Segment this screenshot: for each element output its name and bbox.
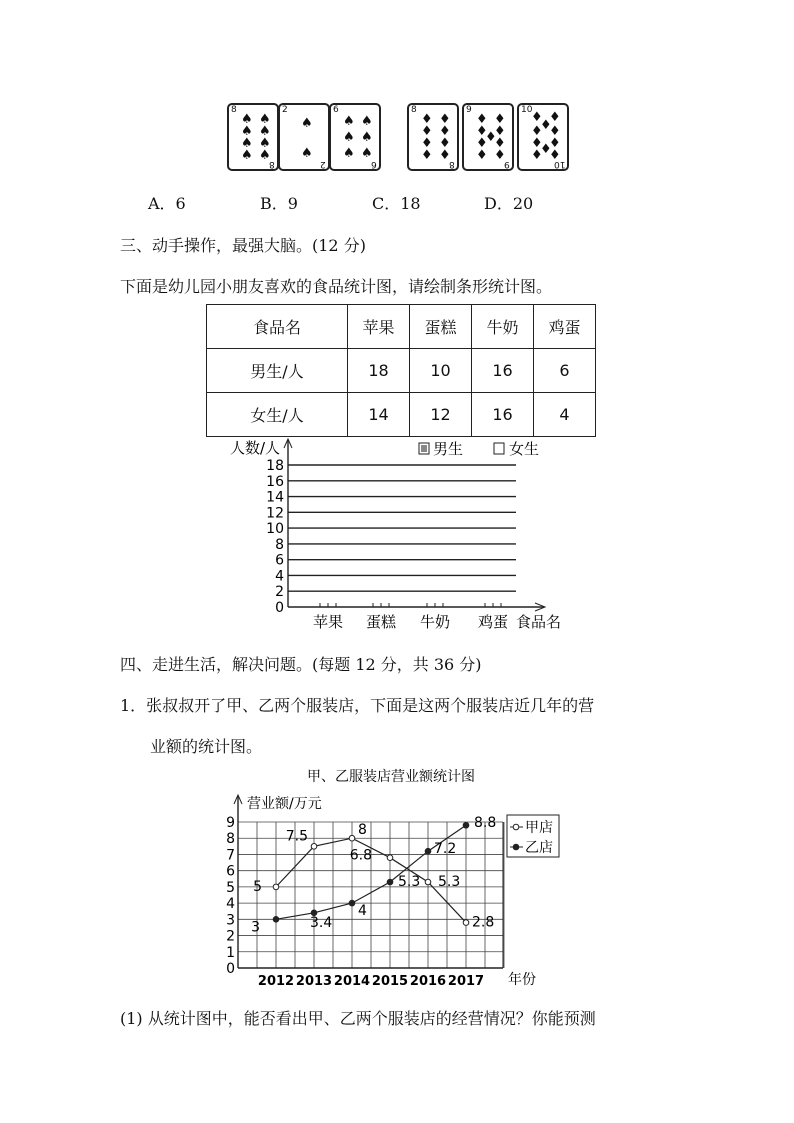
x-tick-label: 2014 [333,974,371,989]
table-cell: 18 [348,349,410,393]
card-suit-pip: ♠ [361,114,373,129]
x-tick-label: 2016 [409,974,447,989]
card-suit-pip: ♠ [241,148,253,163]
card-suit-pip: ♦ [494,136,506,151]
x-tick-label: 2017 [447,974,485,989]
data-label: 7.5 [285,828,308,845]
option-a: A．6 [148,194,186,213]
data-label: 7.2 [434,841,457,858]
legend-label-yi: 乙店 [525,840,553,856]
section3-heading: 三、动手操作，最强大脑。(12 分) [120,236,366,255]
card-suit-pip: ♦ [549,136,561,151]
table-cell: 12 [410,393,472,437]
data-label: 5 [253,878,262,895]
food-stat-table [206,304,596,437]
bar-chart-xlabel: 食品名 [516,613,562,631]
bar-chart-ylabel: 人数/人 [230,439,281,457]
y-tick-label: 6 [226,863,235,880]
table-cell: 男生/人 [207,349,348,393]
legend-marker-jia [513,824,519,830]
card-suit-pip: ♠ [301,146,313,161]
card-suit-pip: ♠ [259,136,271,151]
y-tick-label: 5 [226,879,235,896]
card-suit-pip: ♦ [540,118,552,133]
data-label: 2.8 [472,914,495,931]
data-label: 6.8 [349,847,372,864]
card-suit-pip: ♦ [476,148,488,163]
y-tick-label: 3 [226,912,235,929]
y-tick-label: 2 [275,584,284,601]
card-rank-bottom: 2 [320,159,326,169]
table-cell: 牛奶 [472,305,534,349]
card-suit-pip: ♦ [540,142,552,157]
category-label: 苹果 [312,613,344,631]
table-cell: 16 [472,349,534,393]
table-cell: 6 [534,349,596,393]
y-tick-label: 0 [226,961,235,977]
q1-subquestion-1: (1) 从统计图中，能否看出甲、乙两个服装店的经营情况？你能预测 [120,1009,596,1028]
card-suit-pip: ♠ [343,130,355,145]
y-tick-label: 8 [275,536,284,553]
card-suit-pip: ♦ [531,110,543,125]
y-tick-label: 10 [266,521,284,538]
table-row [207,349,596,393]
option-d: D．20 [484,194,534,213]
card-suit-pip: ♦ [531,148,543,163]
y-tick-label: 12 [266,505,284,522]
card-suit-pip: ♠ [343,146,355,161]
card-suit-pip: ♦ [439,124,451,139]
card-rank-bottom: 8 [449,159,455,169]
table-row [207,393,596,437]
data-label: 5.3 [398,874,421,891]
card-rank: 10 [521,105,533,115]
card-suit-pip: ♦ [421,136,433,151]
card-rank-bottom: 6 [371,159,377,169]
card-suit-pip: ♠ [241,124,253,139]
category-label: 蛋糕 [365,613,397,631]
card-suit-pip: ♦ [494,112,506,127]
line-chart-xlabel: 年份 [508,972,536,988]
card-rank: 2 [282,105,288,115]
card-suit-pip: ♦ [494,124,506,139]
y-tick-label: 6 [275,552,284,569]
table-cell: 10 [410,349,472,393]
y-tick-label: 4 [275,568,284,585]
playing-card [462,103,514,171]
card-rank-bottom: 9 [504,159,510,169]
table-cell: 16 [472,393,534,437]
data-point [463,920,469,926]
q1-text-line1: 1．张叔叔开了甲、乙两个服装店，下面是这两个服装店近几年的营 [120,696,595,715]
card-rank-bottom: 10 [553,159,565,169]
y-tick-label: 14 [266,489,284,506]
data-point [463,822,469,828]
legend-marker-yi [513,844,519,850]
card-suit-pip: ♦ [531,136,543,151]
option-c: C．18 [372,194,421,213]
card-suit-pip: ♦ [439,136,451,151]
y-tick-label: 1 [226,944,235,961]
data-point [349,900,355,906]
line-chart-title: 甲、乙服装店营业额统计图 [307,769,475,785]
option-b: B．9 [260,194,298,213]
card-rank: 6 [333,105,339,115]
y-tick-label: 4 [226,896,235,913]
y-tick-label: 0 [275,600,284,616]
section3-instruction: 下面是幼儿园小朋友喜欢的食品统计图，请绘制条形统计图。 [120,277,553,296]
section4-heading: 四、走进生活，解决问题。(每题 12 分，共 36 分) [120,655,482,674]
card-suit-pip: ♦ [421,148,433,163]
card-rank-bottom: 8 [269,159,275,169]
data-label: 3.4 [310,914,333,931]
category-label: 牛奶 [419,613,451,631]
line-chart [220,764,560,994]
legend-label-girls: 女生 [509,440,540,458]
table-cell: 女生/人 [207,393,348,437]
line-chart-legend [507,815,559,857]
card-suit-pip: ♦ [549,110,561,125]
card-suit-pip: ♠ [259,112,271,127]
card-suit-pip: ♦ [549,148,561,163]
card-suit-pip: ♠ [241,112,253,127]
data-label: 4 [358,903,367,920]
data-label: 8.8 [474,815,497,832]
x-tick-label: 2015 [371,974,409,989]
card-suit-pip: ♦ [421,112,433,127]
card-suit-pip: ♠ [259,148,271,163]
y-tick-label: 8 [226,831,235,848]
bar-chart-legend [419,440,539,458]
card-suit-pip: ♦ [485,130,497,145]
y-tick-label: 16 [266,473,284,490]
legend-label-boys: 男生 [433,440,464,458]
data-point [349,835,355,841]
card-rank: 8 [231,105,237,115]
data-label: 3 [251,919,260,936]
data-point [273,917,279,923]
table-cell: 4 [534,393,596,437]
card-suit-pip: ♦ [439,112,451,127]
card-suit-pip: ♠ [361,146,373,161]
x-tick-label: 2012 [257,974,295,989]
card-suit-pip: ♦ [476,136,488,151]
playing-card [227,103,279,171]
data-point [273,884,279,890]
x-tick-label: 2013 [295,974,333,989]
card-suit-pip: ♠ [301,116,313,131]
data-point [425,879,431,885]
category-label: 鸡蛋 [477,613,509,631]
card-suit-pip: ♠ [343,114,355,129]
playing-card [517,103,569,171]
q1-text-line2: 业额的统计图。 [150,737,263,756]
table-cell: 食品名 [207,305,348,349]
line-chart-ylabel: 营业额/万元 [247,796,322,812]
table-cell: 蛋糕 [410,305,472,349]
data-point [311,844,317,850]
data-point [425,848,431,854]
card-suit-pip: ♦ [476,124,488,139]
table-cell: 苹果 [348,305,410,349]
card-suit-pip: ♦ [421,124,433,139]
card-suit-pip: ♦ [549,124,561,139]
y-tick-label: 18 [266,458,284,474]
legend-swatch-girls [494,443,504,454]
table-cell: 鸡蛋 [534,305,596,349]
bar-chart [200,432,580,634]
data-point [387,879,393,885]
card-suit-pip: ♦ [531,124,543,139]
y-tick-label: 7 [226,847,235,864]
card-rank: 9 [466,105,472,115]
y-tick-label: 2 [226,928,235,945]
data-label: 8 [358,822,367,839]
card-suit-pip: ♠ [259,124,271,139]
legend-label-jia: 甲店 [525,820,553,836]
playing-card [278,103,330,171]
playing-card [329,103,381,171]
card-suit-pip: ♠ [361,130,373,145]
card-suit-pip: ♦ [476,112,488,127]
y-tick-label: 9 [226,815,235,831]
table-cell: 14 [348,393,410,437]
card-rank: 8 [411,105,417,115]
table-header-row [207,305,596,349]
card-suit-pip: ♦ [439,148,451,163]
data-label: 5.3 [438,874,461,891]
legend-swatch-boys-fill [421,445,427,452]
card-suit-pip: ♦ [494,148,506,163]
playing-card [407,103,459,171]
data-point [387,855,393,861]
card-suit-pip: ♠ [241,136,253,151]
